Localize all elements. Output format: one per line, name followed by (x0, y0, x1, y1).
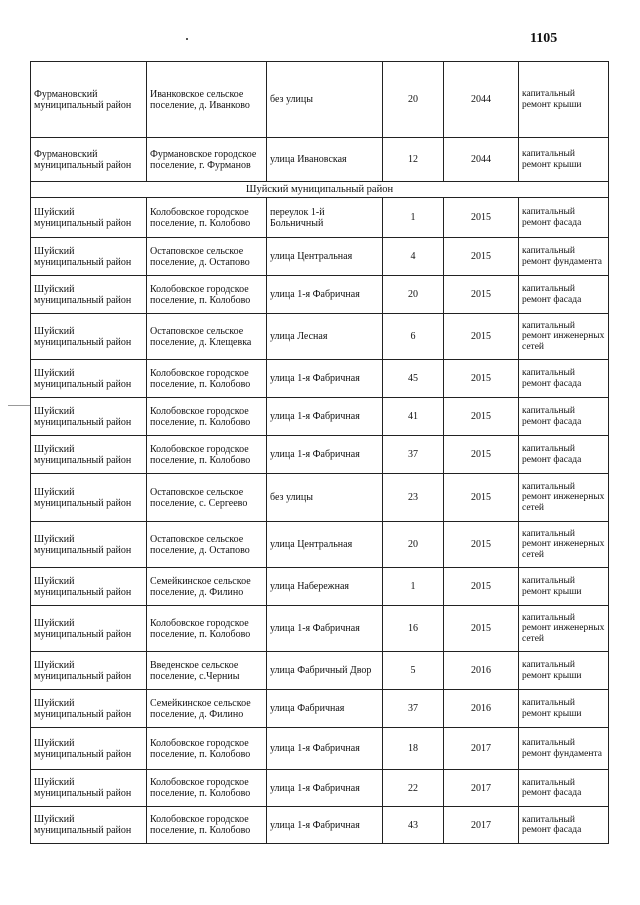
street-cell: улица Фабричный Двор (267, 652, 383, 690)
settlement-cell: Колобовское городское поселение, п. Колобово (147, 436, 267, 474)
street-cell: улица Фабричная (267, 690, 383, 728)
street-cell: улица Лесная (267, 314, 383, 360)
work-type-cell: капитальный ремонт крыши (519, 652, 609, 690)
work-type-cell: капитальный ремонт фундамента (519, 238, 609, 276)
work-type-cell: капитальный ремонт фасада (519, 276, 609, 314)
table-row (31, 568, 609, 606)
street-cell: улица 1-я Фабричная (267, 398, 383, 436)
house-number-cell: 37 (383, 436, 444, 474)
district-cell: Шуйский муниципальный район (31, 276, 147, 314)
year-cell: 2015 (444, 606, 519, 652)
settlement-cell: Семейкинское сельское поселение, д. Филино (147, 690, 267, 728)
district-cell: Шуйский муниципальный район (31, 770, 147, 807)
house-number-cell: 37 (383, 690, 444, 728)
street-cell: улица Набережная (267, 568, 383, 606)
house-number-cell: 1 (383, 568, 444, 606)
table-row (31, 398, 609, 436)
year-cell: 2017 (444, 807, 519, 844)
district-cell: Шуйский муниципальный район (31, 238, 147, 276)
year-cell: 2015 (444, 474, 519, 522)
street-cell: улица Центральная (267, 238, 383, 276)
house-number-cell: 4 (383, 238, 444, 276)
settlement-cell: Колобовское городское поселение, п. Колобово (147, 606, 267, 652)
street-cell: улица 1-я Фабричная (267, 807, 383, 844)
street-cell: переулок 1-й Больничный (267, 198, 383, 238)
work-type-cell: капитальный ремонт инженерных сетей (519, 522, 609, 568)
house-number-cell: 45 (383, 360, 444, 398)
street-cell: улица Центральная (267, 522, 383, 568)
house-number-cell: 41 (383, 398, 444, 436)
district-cell: Шуйский муниципальный район (31, 398, 147, 436)
settlement-cell: Колобовское городское поселение, п. Колобово (147, 398, 267, 436)
district-cell: Шуйский муниципальный район (31, 807, 147, 844)
table-row (31, 770, 609, 807)
table-row (31, 360, 609, 398)
street-cell: без улицы (267, 62, 383, 138)
work-type-cell: капитальный ремонт крыши (519, 62, 609, 138)
year-cell: 2017 (444, 728, 519, 770)
repair-schedule-table (30, 61, 609, 844)
settlement-cell: Колобовское городское поселение, п. Колобово (147, 807, 267, 844)
year-cell: 2017 (444, 770, 519, 807)
district-cell: Шуйский муниципальный район (31, 436, 147, 474)
table-row (31, 474, 609, 522)
settlement-cell: Колобовское городское поселение, п. Колобово (147, 276, 267, 314)
table-row (31, 238, 609, 276)
work-type-cell: капитальный ремонт фасада (519, 360, 609, 398)
house-number-cell: 12 (383, 138, 444, 182)
district-cell: Шуйский муниципальный район (31, 522, 147, 568)
table-row (31, 436, 609, 474)
work-type-cell: капитальный ремонт фундамента (519, 728, 609, 770)
street-cell: улица 1-я Фабричная (267, 276, 383, 314)
table-row (31, 276, 609, 314)
section-header-row (31, 182, 609, 198)
district-cell: Фурмановский муниципальный район (31, 138, 147, 182)
work-type-cell: капитальный ремонт фасада (519, 398, 609, 436)
house-number-cell: 5 (383, 652, 444, 690)
year-cell: 2015 (444, 398, 519, 436)
street-cell: улица 1-я Фабричная (267, 606, 383, 652)
scan-speck (186, 38, 188, 40)
house-number-cell: 1 (383, 198, 444, 238)
year-cell: 2015 (444, 238, 519, 276)
street-cell: улица 1-я Фабричная (267, 770, 383, 807)
house-number-cell: 23 (383, 474, 444, 522)
table-row (31, 652, 609, 690)
year-cell: 2015 (444, 568, 519, 606)
year-cell: 2015 (444, 522, 519, 568)
settlement-cell: Колобовское городское поселение, п. Колобово (147, 770, 267, 807)
street-cell: без улицы (267, 474, 383, 522)
district-cell: Шуйский муниципальный район (31, 568, 147, 606)
district-cell: Шуйский муниципальный район (31, 198, 147, 238)
margin-mark (8, 405, 30, 406)
table-row (31, 314, 609, 360)
section-title: Шуйский муниципальный район (31, 182, 609, 198)
work-type-cell: капитальный ремонт крыши (519, 568, 609, 606)
table-row (31, 728, 609, 770)
district-cell: Шуйский муниципальный район (31, 474, 147, 522)
work-type-cell: капитальный ремонт инженерных сетей (519, 474, 609, 522)
house-number-cell: 6 (383, 314, 444, 360)
year-cell: 2015 (444, 276, 519, 314)
street-cell: улица Ивановская (267, 138, 383, 182)
work-type-cell: капитальный ремонт крыши (519, 690, 609, 728)
table-row (31, 807, 609, 844)
settlement-cell: Остаповское сельское поселение, д. Остапово (147, 238, 267, 276)
year-cell: 2015 (444, 314, 519, 360)
street-cell: улица 1-я Фабричная (267, 728, 383, 770)
settlement-cell: Колобовское городское поселение, п. Колобово (147, 360, 267, 398)
table-row (31, 522, 609, 568)
year-cell: 2016 (444, 690, 519, 728)
table-row (31, 138, 609, 182)
house-number-cell: 22 (383, 770, 444, 807)
district-cell: Шуйский муниципальный район (31, 360, 147, 398)
settlement-cell: Введенское сельское поселение, с.Черниы (147, 652, 267, 690)
street-cell: улица 1-я Фабричная (267, 360, 383, 398)
year-cell: 2044 (444, 62, 519, 138)
work-type-cell: капитальный ремонт фасада (519, 436, 609, 474)
work-type-cell: капитальный ремонт фасада (519, 770, 609, 807)
district-cell: Шуйский муниципальный район (31, 314, 147, 360)
district-cell: Фурмановский муниципальный район (31, 62, 147, 138)
table-row (31, 606, 609, 652)
table-row (31, 62, 609, 138)
settlement-cell: Остаповское сельское поселение, д. Остапово (147, 522, 267, 568)
settlement-cell: Иванковское сельское поселение, д. Иванково (147, 62, 267, 138)
house-number-cell: 18 (383, 728, 444, 770)
house-number-cell: 20 (383, 62, 444, 138)
district-cell: Шуйский муниципальный район (31, 690, 147, 728)
settlement-cell: Остаповское сельское поселение, д. Клещевка (147, 314, 267, 360)
settlement-cell: Колобовское городское поселение, п. Колобово (147, 198, 267, 238)
table-row (31, 690, 609, 728)
work-type-cell: капитальный ремонт фасада (519, 198, 609, 238)
settlement-cell: Фурмановское городское поселение, г. Фурманов (147, 138, 267, 182)
district-cell: Шуйский муниципальный район (31, 606, 147, 652)
house-number-cell: 43 (383, 807, 444, 844)
settlement-cell: Остаповское сельское поселение, с. Сергеево (147, 474, 267, 522)
settlement-cell: Колобовское городское поселение, п. Колобово (147, 728, 267, 770)
table-row (31, 198, 609, 238)
work-type-cell: капитальный ремонт фасада (519, 807, 609, 844)
year-cell: 2015 (444, 436, 519, 474)
district-cell: Шуйский муниципальный район (31, 652, 147, 690)
work-type-cell: капитальный ремонт инженерных сетей (519, 314, 609, 360)
street-cell: улица 1-я Фабричная (267, 436, 383, 474)
year-cell: 2015 (444, 360, 519, 398)
house-number-cell: 20 (383, 522, 444, 568)
settlement-cell: Семейкинское сельское поселение, д. Филино (147, 568, 267, 606)
house-number-cell: 20 (383, 276, 444, 314)
work-type-cell: капитальный ремонт инженерных сетей (519, 606, 609, 652)
work-type-cell: капитальный ремонт крыши (519, 138, 609, 182)
house-number-cell: 16 (383, 606, 444, 652)
year-cell: 2016 (444, 652, 519, 690)
district-cell: Шуйский муниципальный район (31, 728, 147, 770)
page-number: 1105 (530, 31, 558, 46)
year-cell: 2015 (444, 198, 519, 238)
year-cell: 2044 (444, 138, 519, 182)
